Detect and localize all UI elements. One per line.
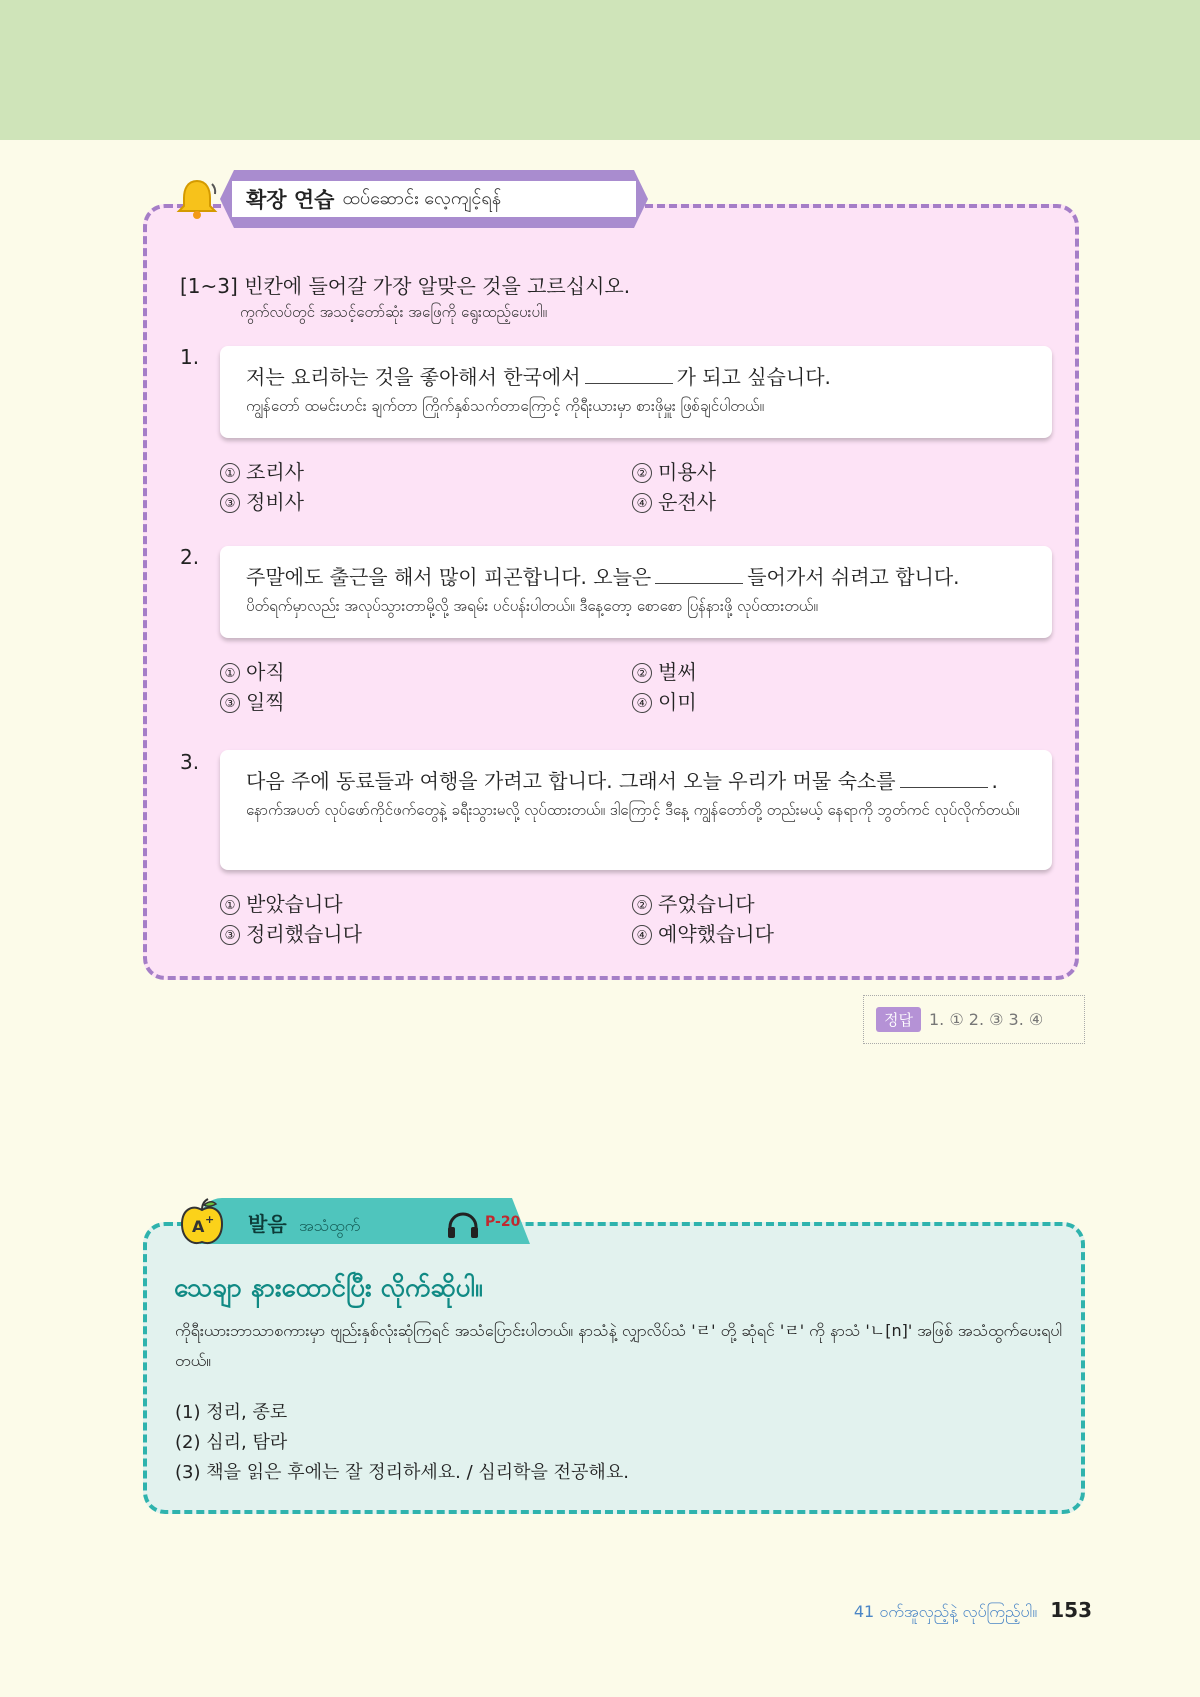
- option-marker: ④: [632, 925, 652, 945]
- option-marker: ④: [632, 493, 652, 513]
- answer-values: 1. ① 2. ③ 3. ④: [928, 1010, 1044, 1029]
- pronunciation-item: (2) 심리, 탐라: [175, 1432, 288, 1453]
- page-footer: [854, 1598, 1092, 1625]
- top-color-band: [0, 0, 1200, 140]
- answer-blank: [585, 363, 673, 384]
- question-text-my: ပိတ်ရက်မှာလည်း အလုပ်သွားတာမို့လို့ အရမ်း ပင်ပန်းပါတယ်။ ဒီနေ့တော့ စောစော ပြန်နားဖို့ လုပ်ထားတယ်။: [246, 597, 818, 615]
- question-text-my: ကျွန်တော် ထမင်းဟင်း ချက်တာ ကြိုက်နှစ်သက်တာကြောင့် ကိုရီးယားမှာ စားဖိုမှူး ဖြစ်ချင်ပါတယ်။: [246, 397, 764, 415]
- practice-title: [232, 181, 636, 217]
- option-label: 운전사: [658, 490, 716, 514]
- pronunciation-description: ကိုရီးယားဘာသာစကားမှာ ဗျည်းနှစ်လုံးဆုံကြရင် အသံပြောင်းပါတယ်။ နာသံနဲ့ လျှာလိပ်သံ 'ㄹ' တို့ ဆုံရင် 'ㄹ' ကို နာသံ 'ㄴ[n]' အဖြစ် အသံထွက်ပေးရပါတယ်။: [175, 1321, 1063, 1370]
- practice-title-my: ထပ်ဆောင်း လေ့ကျင့်ရန်: [342, 187, 502, 209]
- answer-key: [863, 995, 1085, 1044]
- option-marker: ③: [220, 693, 240, 713]
- instruction-my: ကွက်လပ်တွင် အသင့်တော်ဆုံး အဖြေကို ရွေးထည့်ပေးပါ။: [240, 303, 548, 321]
- option[interactable]: [220, 656, 285, 685]
- question-text-after: 가 되고 싶습니다.: [676, 365, 831, 389]
- answer-blank: [655, 563, 743, 584]
- apple-icon: [178, 1196, 226, 1248]
- option[interactable]: [632, 686, 697, 715]
- question-text-before: 저는 요리하는 것을 좋아해서 한국에서: [246, 365, 581, 389]
- svg-text:A: A: [192, 1217, 205, 1236]
- question-text-my: နောက်အပတ် လုပ်ဖော်ကိုင်ဖက်တွေနဲ့ ခရီးသွားမလို့ လုပ်ထားတယ်။ ဒါကြောင့် ဒီနေ့ ကျွန်တော်တို့ တည်းမယ့် နေရာကို ဘွတ်ကင် လုပ်လိုက်တယ်။: [246, 801, 1020, 819]
- option-label: 주었습니다: [658, 892, 755, 916]
- option[interactable]: [632, 486, 716, 515]
- option-label: 정리했습니다: [246, 922, 362, 946]
- question-card: [220, 546, 1052, 638]
- option[interactable]: [220, 918, 362, 947]
- option[interactable]: [632, 888, 755, 917]
- option-marker: ②: [632, 463, 652, 483]
- audio-track-ref[interactable]: P-20: [485, 1214, 521, 1230]
- pronunciation-heading: သေချာ နားထောင်ပြီး လိုက်ဆိုပါ။: [174, 1273, 483, 1303]
- option-label: 벌써: [658, 660, 697, 684]
- bell-icon: [174, 176, 220, 222]
- lesson-title: 41 ဝက်အူလှည့်နဲ့ လုပ်ကြည့်ပါ။: [853, 1602, 1038, 1621]
- option-label: 이미: [658, 690, 697, 714]
- headphone-icon[interactable]: [446, 1211, 480, 1239]
- question-text-ko: [246, 766, 1026, 796]
- question-text-after: 들어가서 쉬려고 합니다.: [747, 565, 960, 589]
- option-label: 아직: [246, 660, 285, 684]
- option-label: 예약했습니다: [658, 922, 774, 946]
- svg-text:+: +: [205, 1213, 215, 1226]
- question-card: [220, 750, 1052, 870]
- question-card: [220, 346, 1052, 438]
- option-label: 정비사: [246, 490, 304, 514]
- page-number: 153: [1050, 1598, 1092, 1622]
- pronunciation-title-my: အသံထွက်: [299, 1216, 361, 1235]
- option-marker: ③: [220, 493, 240, 513]
- option[interactable]: [632, 918, 774, 947]
- option[interactable]: [632, 656, 697, 685]
- option-marker: ④: [632, 693, 652, 713]
- answer-label: 정답: [876, 1007, 921, 1032]
- option-marker: ①: [220, 895, 240, 915]
- question-number: 3.: [180, 750, 200, 774]
- option-marker: ①: [220, 463, 240, 483]
- option-marker: ①: [220, 663, 240, 683]
- option[interactable]: [220, 888, 343, 917]
- pronunciation-title-ko: 발음: [248, 1212, 287, 1236]
- option-label: 받았습니다: [246, 892, 343, 916]
- option-marker: ②: [632, 895, 652, 915]
- question-number: 1.: [180, 345, 200, 369]
- option[interactable]: [632, 456, 716, 485]
- option-label: 조리사: [246, 460, 304, 484]
- question-text-before: 주말에도 출근을 해서 많이 피곤합니다. 오늘은: [246, 565, 652, 589]
- question-text-after: .: [991, 769, 998, 793]
- question-text-ko: [246, 362, 1026, 392]
- question-text-ko: [246, 562, 1026, 592]
- answer-blank: [900, 767, 988, 788]
- question-number: 2.: [180, 545, 200, 569]
- option[interactable]: [220, 456, 304, 485]
- pronunciation-title: [248, 1208, 360, 1239]
- pronunciation-item: (3) 책을 읽은 후에는 잘 정리하세요. / 심리학을 전공해요.: [175, 1462, 629, 1483]
- instruction-ko: [1~3] 빈칸에 들어갈 가장 알맞은 것을 고르십시오.: [180, 274, 631, 298]
- practice-title-ko: 확장 연습: [246, 188, 335, 212]
- option-marker: ②: [632, 663, 652, 683]
- option-marker: ③: [220, 925, 240, 945]
- pronunciation-item: (1) 정리, 종로: [175, 1402, 288, 1423]
- option[interactable]: [220, 486, 304, 515]
- option[interactable]: [220, 686, 285, 715]
- option-label: 미용사: [658, 460, 716, 484]
- option-label: 일찍: [246, 690, 285, 714]
- question-text-before: 다음 주에 동료들과 여행을 가려고 합니다. 그래서 오늘 우리가 머물 숙소를: [246, 769, 896, 793]
